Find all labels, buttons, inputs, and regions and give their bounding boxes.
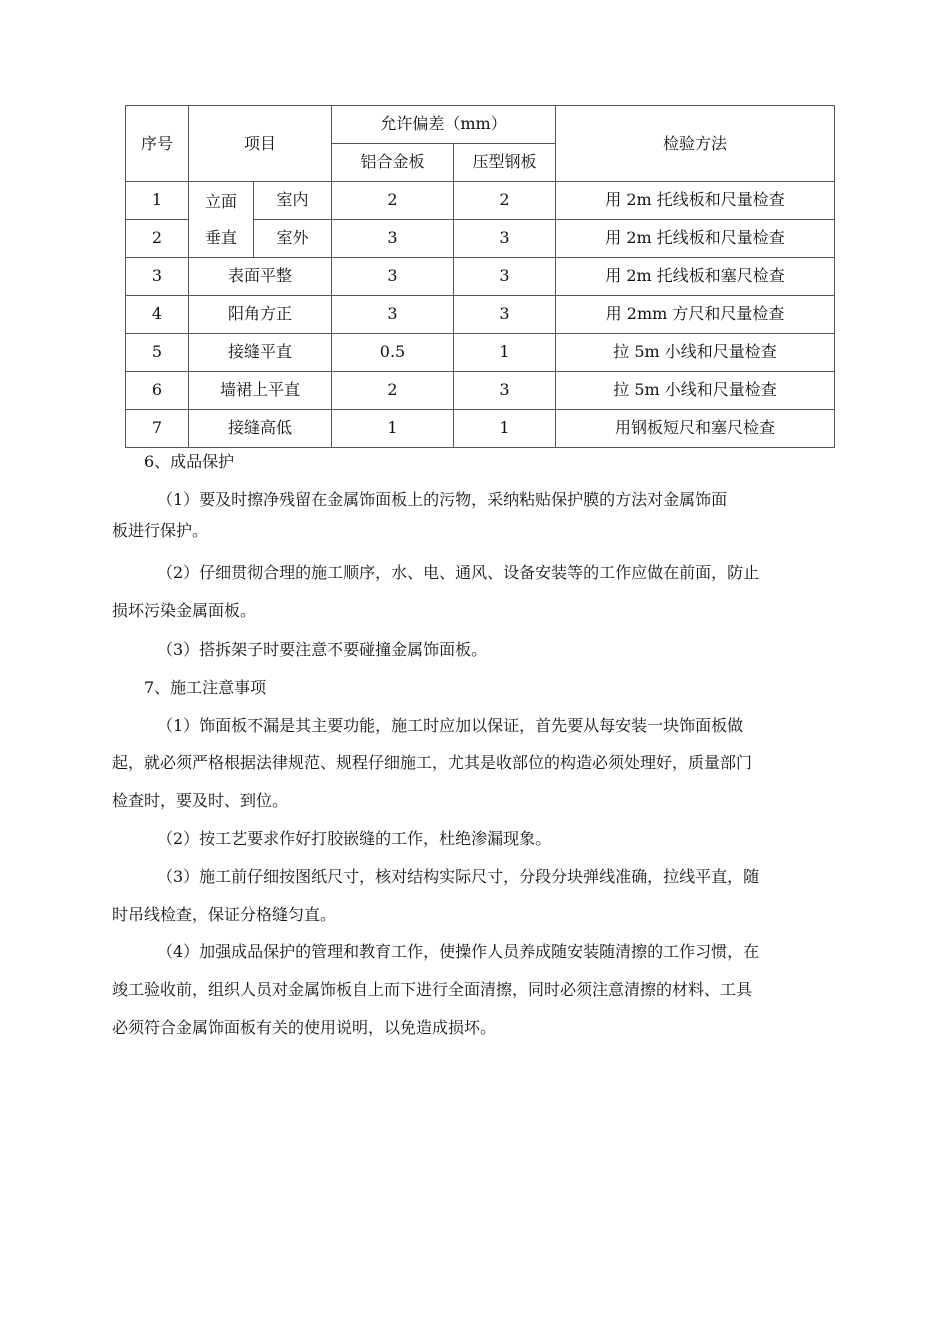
row-steel: 2 bbox=[454, 182, 556, 220]
row-method: 拉 5m 小线和尺量检查 bbox=[556, 334, 835, 372]
section-7-paragraph-1 bbox=[112, 716, 850, 736]
table-header-row bbox=[126, 106, 835, 144]
row-item: 阳角方正 bbox=[189, 296, 332, 334]
table-row bbox=[126, 372, 835, 410]
paragraph-line: （1）饰面板不漏是其主要功能，施工时应加以保证，首先要从每安装一块饰面板做 bbox=[157, 716, 744, 735]
section-heading: 7、施工注意事项 bbox=[144, 678, 267, 697]
row-method: 拉 5m 小线和尺量检查 bbox=[556, 372, 835, 410]
section-7-paragraph-3-cont bbox=[112, 905, 850, 925]
row-item: 室内 bbox=[254, 182, 332, 220]
section-7-paragraph-4-cont2 bbox=[112, 1018, 850, 1038]
row-aluminum: 3 bbox=[332, 296, 454, 334]
section-7-paragraph-3 bbox=[112, 867, 850, 887]
row-method: 用 2m 托线板和尺量检查 bbox=[556, 182, 835, 220]
row-seq: 7 bbox=[126, 410, 189, 448]
row-aluminum: 0.5 bbox=[332, 334, 454, 372]
header-tolerance: 允许偏差（mm） bbox=[332, 106, 556, 144]
row-steel: 3 bbox=[454, 296, 556, 334]
table-row bbox=[126, 296, 835, 334]
row-item: 接缝平直 bbox=[189, 334, 332, 372]
row-method: 用 2mm 方尺和尺量检查 bbox=[556, 296, 835, 334]
section-7-paragraph-1-cont bbox=[112, 753, 850, 773]
paragraph-line: （4）加强成品保护的管理和教育工作，使操作人员养成随安装随清擦的工作习惯，在 bbox=[157, 942, 760, 961]
section-6-heading bbox=[112, 452, 850, 472]
section-6-paragraph-3 bbox=[112, 640, 850, 660]
paragraph-line: （2）按工艺要求作好打胶嵌缝的工作，杜绝渗漏现象。 bbox=[157, 829, 552, 848]
row-aluminum: 1 bbox=[332, 410, 454, 448]
row-steel: 1 bbox=[454, 410, 556, 448]
header-aluminum: 铝合金板 bbox=[332, 144, 454, 182]
row-item: 墙裙上平直 bbox=[189, 372, 332, 410]
paragraph-line: 必须符合金属饰面板有关的使用说明，以免造成损坏。 bbox=[112, 1018, 497, 1037]
table-row bbox=[126, 258, 835, 296]
row-steel: 3 bbox=[454, 258, 556, 296]
vertical-group-label-bottom: 垂直 bbox=[204, 227, 237, 247]
row-seq: 4 bbox=[126, 296, 189, 334]
header-item: 项目 bbox=[189, 106, 332, 182]
header-steel: 压型钢板 bbox=[454, 144, 556, 182]
row-method: 用 2m 托线板和塞尺检查 bbox=[556, 258, 835, 296]
row-item: 接缝高低 bbox=[189, 410, 332, 448]
section-7-paragraph-4 bbox=[112, 942, 850, 962]
row-aluminum: 3 bbox=[332, 258, 454, 296]
row-seq: 1 bbox=[126, 182, 189, 220]
paragraph-line: （3）搭拆架子时要注意不要碰撞金属饰面板。 bbox=[157, 640, 488, 659]
paragraph-line: 损坏污染金属面板。 bbox=[112, 601, 257, 620]
row-method: 用 2m 托线板和尺量检查 bbox=[556, 220, 835, 258]
section-6-paragraph-2-cont bbox=[112, 601, 850, 621]
vertical-group-label-top: 立面 bbox=[204, 191, 237, 211]
section-6-paragraph-2 bbox=[112, 563, 850, 583]
section-7-heading bbox=[112, 678, 850, 698]
header-method: 检验方法 bbox=[556, 106, 835, 182]
table-row bbox=[126, 334, 835, 372]
paragraph-line: 时吊线检查，保证分格缝匀直。 bbox=[112, 905, 337, 924]
paragraph-line: （3）施工前仔细按图纸尺寸，核对结构实际尺寸，分段分块弹线准确，拉线平直，随 bbox=[157, 867, 760, 886]
paragraph-line: 起，就必须严格根据法律规范、规程仔细施工，尤其是收部位的构造必须处理好，质量部门 bbox=[112, 753, 753, 772]
row-item: 表面平整 bbox=[189, 258, 332, 296]
row-aluminum: 3 bbox=[332, 220, 454, 258]
paragraph-line: 板进行保护。 bbox=[112, 521, 209, 540]
section-heading: 6、成品保护 bbox=[144, 452, 235, 471]
section-7-paragraph-2 bbox=[112, 829, 850, 849]
row-steel: 3 bbox=[454, 372, 556, 410]
table-row bbox=[126, 410, 835, 448]
row-steel: 1 bbox=[454, 334, 556, 372]
row-aluminum: 2 bbox=[332, 182, 454, 220]
table-row bbox=[126, 182, 835, 220]
tolerance-table bbox=[125, 105, 835, 448]
row-seq: 2 bbox=[126, 220, 189, 258]
row-method: 用钢板短尺和塞尺检查 bbox=[556, 410, 835, 448]
paragraph-line: 检查时，要及时、到位。 bbox=[112, 791, 289, 810]
section-7-paragraph-4-cont bbox=[112, 980, 850, 1000]
row-item: 室外 bbox=[254, 220, 332, 258]
row-seq: 5 bbox=[126, 334, 189, 372]
paragraph-line: 竣工验收前，组织人员对金属饰板自上而下进行全面清擦，同时必须注意清擦的材料、工具 bbox=[112, 980, 753, 999]
row-seq: 3 bbox=[126, 258, 189, 296]
section-6-paragraph-1-cont bbox=[112, 521, 850, 541]
section-6-paragraph-1 bbox=[112, 490, 850, 510]
row-aluminum: 2 bbox=[332, 372, 454, 410]
row-steel: 3 bbox=[454, 220, 556, 258]
header-seq: 序号 bbox=[126, 106, 189, 182]
vertical-group-label bbox=[189, 182, 254, 258]
section-7-paragraph-1-cont2 bbox=[112, 791, 850, 811]
row-seq: 6 bbox=[126, 372, 189, 410]
paragraph-line: （2）仔细贯彻合理的施工顺序，水、电、通风、设备安装等的工作应做在前面，防止 bbox=[157, 563, 760, 582]
paragraph-line: （1）要及时擦净残留在金属饰面板上的污物，采纳粘贴保护膜的方法对金属饰面 bbox=[157, 490, 728, 509]
